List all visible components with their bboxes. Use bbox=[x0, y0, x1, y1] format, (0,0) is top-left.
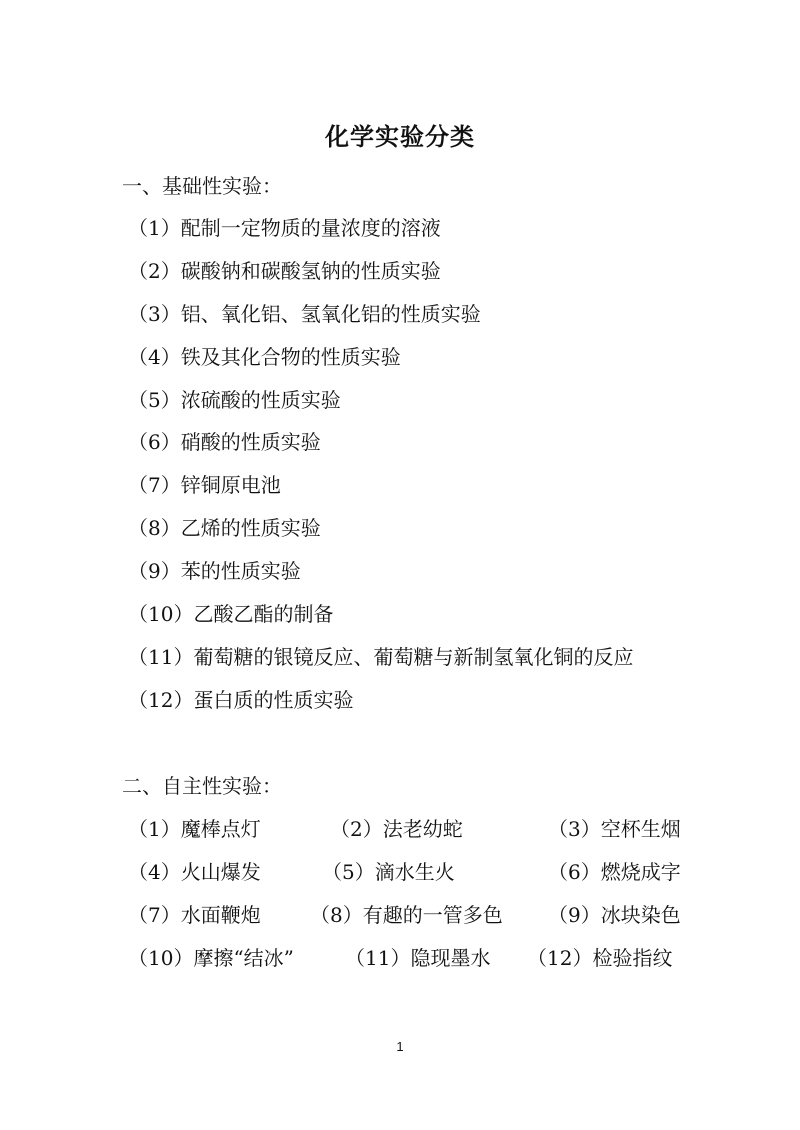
grid-item: （11）隐现墨水 bbox=[345, 946, 491, 970]
grid-item: （10）摩擦“结冰” bbox=[128, 946, 294, 970]
grid-item: （8）有趣的一管多色 bbox=[310, 903, 503, 927]
page-title: 化学实验分类 bbox=[325, 123, 475, 151]
grid-item: （3）空杯生烟 bbox=[548, 817, 681, 841]
list-item: （5）浓硫酸的性质实验 bbox=[128, 388, 341, 412]
grid-item: （4）火山爆发 bbox=[128, 860, 261, 884]
list-item: （6）硝酸的性质实验 bbox=[128, 430, 321, 454]
list-item: （10）乙酸乙酯的制备 bbox=[128, 602, 334, 626]
section-heading-basic: 一、基础性实验： bbox=[122, 174, 282, 198]
list-item: （2）碳酸钠和碳酸氢钠的性质实验 bbox=[128, 259, 441, 283]
list-item: （9）苯的性质实验 bbox=[128, 559, 301, 583]
grid-item: （6）燃烧成字 bbox=[548, 860, 681, 884]
section-heading-independent: 二、自主性实验： bbox=[122, 774, 282, 798]
list-item: （4）铁及其化合物的性质实验 bbox=[128, 345, 401, 369]
grid-item: （9）冰块染色 bbox=[548, 903, 681, 927]
grid-item: （2）法老幼蛇 bbox=[330, 817, 463, 841]
grid-item: （12）检验指纹 bbox=[527, 946, 673, 970]
list-item: （7）锌铜原电池 bbox=[128, 473, 281, 497]
grid-item: （1）魔棒点灯 bbox=[128, 817, 261, 841]
list-item: （3）铝、氧化铝、氢氧化铝的性质实验 bbox=[128, 302, 481, 326]
grid-item: （7）水面鞭炮 bbox=[128, 903, 261, 927]
list-item: （8）乙烯的性质实验 bbox=[128, 516, 321, 540]
list-item: （1）配制一定物质的量浓度的溶液 bbox=[128, 216, 441, 240]
page-number: 1 bbox=[396, 1039, 404, 1054]
list-item: （12）蛋白质的性质实验 bbox=[128, 688, 354, 712]
list-item: （11）葡萄糖的银镜反应、葡萄糖与新制氢氧化铜的反应 bbox=[128, 645, 634, 669]
grid-item: （5）滴水生火 bbox=[322, 860, 455, 884]
